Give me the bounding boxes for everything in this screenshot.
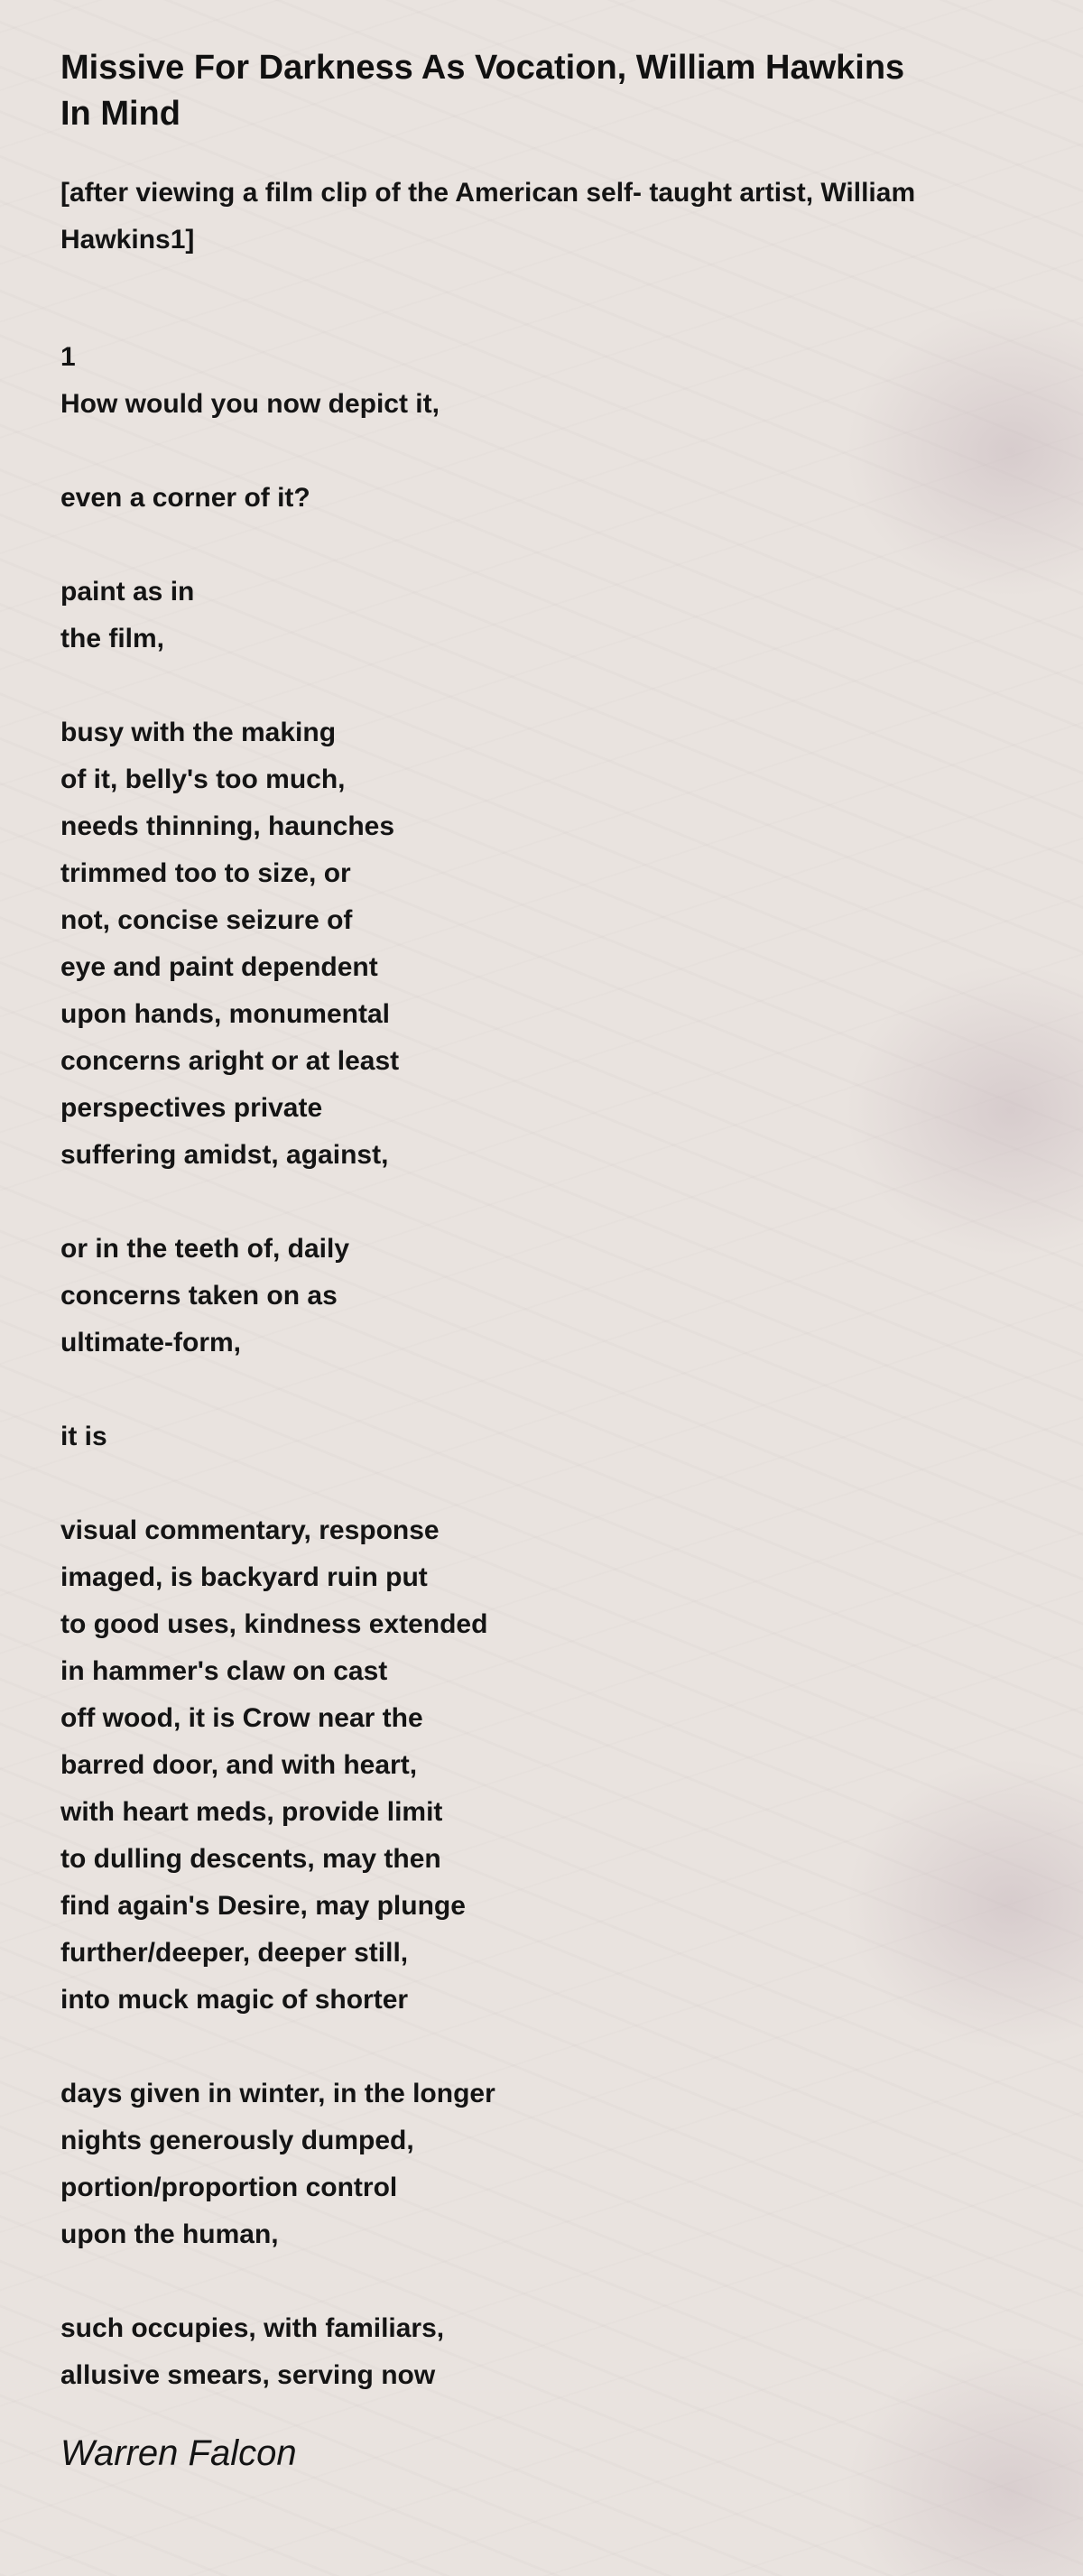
poem-line: paint as in <box>60 577 195 607</box>
poem-line: off wood, it is Crow near the <box>60 1703 423 1733</box>
stanza-break <box>60 2258 1017 2305</box>
poem-line: upon hands, monumental <box>60 999 390 1029</box>
poem-line: barred door, and with heart, <box>60 1750 418 1780</box>
poem-line: find again's Desire, may plunge <box>60 1891 466 1921</box>
poem-line: the film, <box>60 624 165 653</box>
poem-line: with heart meds, provide limit <box>60 1797 443 1827</box>
poem-line: 1 <box>60 342 76 372</box>
poem-line: allusive smears, serving now <box>60 2360 436 2390</box>
poem-line: suffering amidst, against, <box>60 1140 389 1170</box>
stanza-break <box>60 428 1017 475</box>
stanza-break <box>60 663 1017 709</box>
poem-line: upon the human, <box>60 2219 279 2249</box>
poem-line: into muck magic of shorter <box>60 1985 409 2015</box>
poem-line: or in the teeth of, daily <box>60 1234 350 1264</box>
poem-page <box>60 45 1017 2477</box>
poem-line: How would you now depict it, <box>60 389 440 419</box>
poem-body <box>60 334 1017 2399</box>
poem-line: further/deeper, deeper still, <box>60 1938 409 1968</box>
poem-line: eye and paint dependent <box>60 952 378 982</box>
poem-author: Warren Falcon <box>60 2433 297 2473</box>
poem-line: busy with the making <box>60 718 337 747</box>
stanza-break <box>60 522 1017 569</box>
poem-line: to dulling descents, may then <box>60 1844 441 1874</box>
poem-line: of it, belly's too much, <box>60 764 346 794</box>
poem-line: it is <box>60 1422 107 1451</box>
poem-line: such occupies, with familiars, <box>60 2313 445 2343</box>
poem-line: even a corner of it? <box>60 483 310 513</box>
poem-line: concerns taken on as <box>60 1281 338 1311</box>
poem-line: portion/proportion control <box>60 2173 398 2202</box>
poem-line: trimmed too to size, or <box>60 858 351 888</box>
poem-line: needs thinning, haunches <box>60 811 395 841</box>
stanza-break <box>60 1460 1017 1507</box>
poem-line: concerns aright or at least <box>60 1046 400 1076</box>
poem-epigraph: [after viewing a film clip of the American self- taught artist, William Hawkins1] <box>60 178 916 255</box>
poem-line: visual commentary, response <box>60 1515 440 1545</box>
poem-line: perspectives private <box>60 1093 323 1123</box>
poem-line: not, concise seizure of <box>60 905 353 935</box>
poem-line: in hammer's claw on cast <box>60 1656 388 1686</box>
poem-line: ultimate-form, <box>60 1328 242 1357</box>
poem-line: to good uses, kindness extended <box>60 1609 488 1639</box>
poem-line: imaged, is backyard ruin put <box>60 1562 428 1592</box>
stanza-break <box>60 2024 1017 2071</box>
poem-line: days given in winter, in the longer <box>60 2079 495 2108</box>
poem-line: nights generously dumped, <box>60 2126 414 2155</box>
stanza-break <box>60 1179 1017 1226</box>
poem-title: Missive For Darkness As Vocation, William Hawkins In Mind <box>60 49 905 133</box>
stanza-break <box>60 1367 1017 1413</box>
